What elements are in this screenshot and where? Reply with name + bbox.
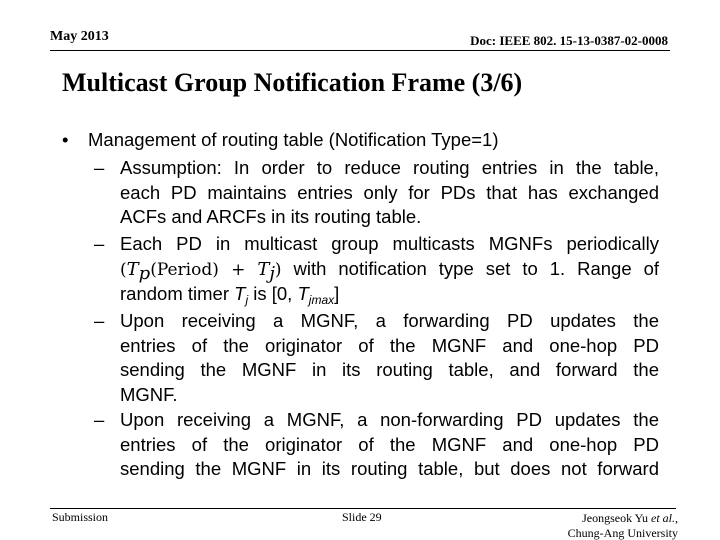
footer-et-al: et al. <box>651 511 675 525</box>
footer-submission: Submission <box>52 510 109 524</box>
symbol-T: T <box>297 283 309 304</box>
footer-author-line <box>568 511 678 526</box>
sub-item-assumption <box>94 156 659 230</box>
sub-item-body <box>120 309 659 407</box>
text-line: each PD maintains entries only for PDs that has exchanged <box>120 181 659 203</box>
text-line: sending the MGNF in its routing table, and forward the <box>120 359 659 380</box>
header-divider <box>50 50 670 51</box>
sub-item-body <box>120 156 659 230</box>
subscript-jmax: jmax <box>308 293 335 307</box>
text-line: sending the MGNF in its routing table, but does not forward <box>120 458 659 479</box>
timer-text-c: ] <box>334 283 340 304</box>
footer-affiliation: Chung-Ang University <box>567 526 678 540</box>
footer-slide-number: Slide 29 <box>342 510 382 524</box>
text-line: entries of the originator of the MGNF and one-hop PD <box>120 334 659 356</box>
text-line-formula <box>120 257 659 283</box>
text-line-timer <box>120 282 659 307</box>
symbol-T: T <box>234 283 246 304</box>
text-line: ACFs and ARCFs in its routing table. <box>120 206 422 227</box>
dash-marker: – <box>94 233 105 254</box>
text-line: MGNF. <box>120 383 178 405</box>
footer-author <box>568 511 678 540</box>
timer-text-a: random timer <box>120 283 229 304</box>
sub-item-multicast <box>94 232 659 307</box>
subscript-p: p <box>138 262 151 284</box>
symbol-T: T <box>126 258 139 280</box>
main-bullet-text: Management of routing table (Notification Type=1) <box>88 129 499 150</box>
subscript-j: j <box>269 262 275 284</box>
sub-item-forwarding-pd <box>94 309 659 407</box>
dash-marker: – <box>94 310 105 331</box>
header-doc-id: Doc: IEEE 802. 15-13-0387-02-0008 <box>470 33 668 48</box>
bullet-marker: • <box>62 129 69 150</box>
sub-item-non-forwarding-pd <box>94 408 659 480</box>
footer-author-name: Jeongseok Yu <box>582 511 651 525</box>
paren-open: ( <box>120 259 127 280</box>
header-date: May 2013 <box>50 29 109 44</box>
footer-divider <box>50 508 676 509</box>
text-line: Assumption: In order to reduce routing entries in the table, <box>120 157 659 178</box>
period-term: (Period) + <box>150 259 246 280</box>
dash-marker: – <box>94 157 105 178</box>
sub-item-body <box>120 232 659 307</box>
paren-close: ) <box>274 259 282 280</box>
formula-rest-text: with notification type set to 1. Range of <box>293 257 660 279</box>
dash-marker: – <box>94 409 105 430</box>
timer-text-b: is [0, <box>253 283 293 304</box>
formula <box>120 258 282 284</box>
text-line: entries of the originator of the MGNF and one-hop PD <box>120 433 659 455</box>
footer-comma: , <box>675 511 678 525</box>
subscript-j: j <box>245 293 249 307</box>
symbol-T: T <box>257 258 270 280</box>
slide-title: Multicast Group Notification Frame (3/6) <box>62 68 523 97</box>
text-line: Upon receiving a MGNF, a forwarding PD updates the <box>120 310 659 331</box>
sub-item-body <box>120 408 659 480</box>
text-line: Each PD in multicast group multicasts MGNFs periodically <box>120 233 659 254</box>
text-line: Upon receiving a MGNF, a non-forwarding PD updates the <box>120 409 659 430</box>
